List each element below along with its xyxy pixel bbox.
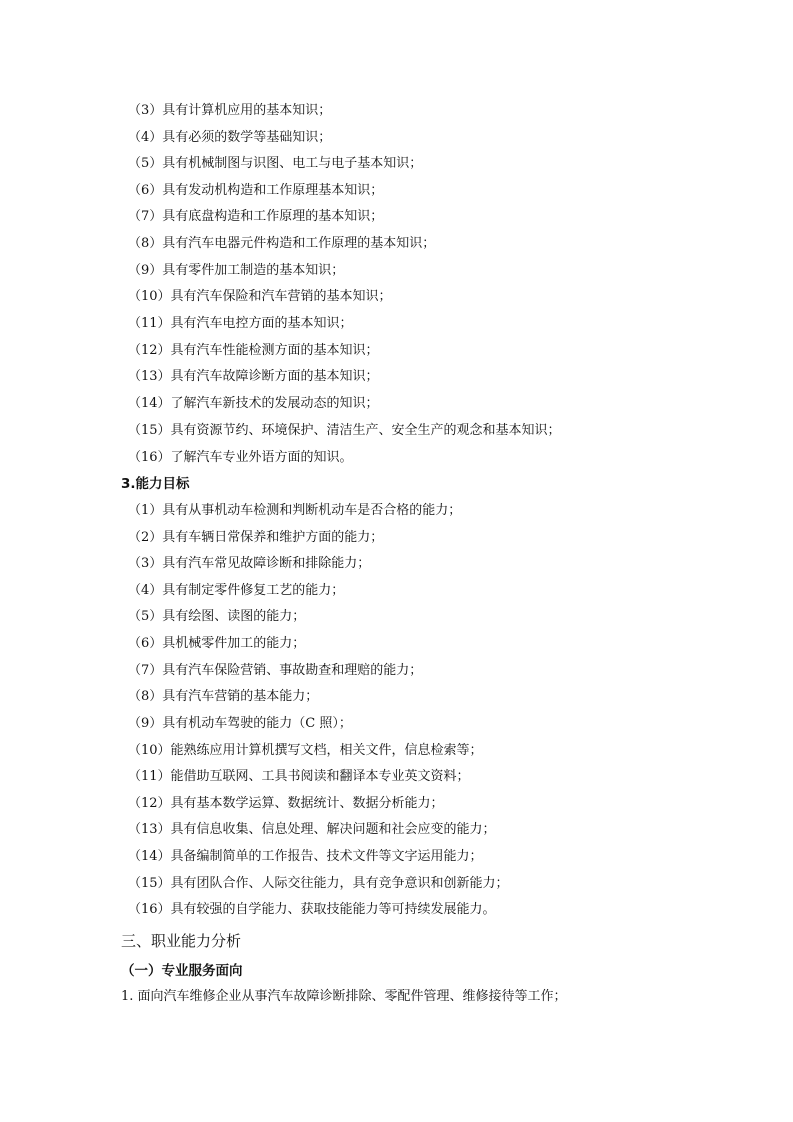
list-item: （9）具有机动车驾驶的能力（C 照）； <box>128 716 352 731</box>
list-item: （1）具有从事机动车检测和判断机动车是否合格的能力； <box>128 503 462 518</box>
list-item: （13）具有汽车故障诊断方面的基本知识； <box>128 369 379 384</box>
list-item: （12）具有基本数学运算、数据统计、数据分析能力； <box>128 796 444 811</box>
list-item: （16）具有较强的自学能力、获取技能能力等可持续发展能力。 <box>128 902 496 917</box>
list-item: （10）能熟练应用计算机撰写文档，相关文件，信息检索等； <box>128 743 483 758</box>
list-item: （10）具有汽车保险和汽车营销的基本知识； <box>128 289 392 304</box>
list-item: （2）具有车辆日常保养和维护方面的能力； <box>128 530 384 545</box>
list-item: （8）具有汽车电器元件构造和工作原理的基本知识； <box>128 236 436 251</box>
ability-heading: 3.能力目标 <box>121 476 190 492</box>
list-item: （11）具有汽车电控方面的基本知识； <box>128 316 353 331</box>
list-item: （3）具有计算机应用的基本知识； <box>128 103 332 118</box>
list-item: （11）能借助互联网、工具书阅读和翻译本专业英文资料； <box>128 769 470 784</box>
list-item: （5）具有绘图、读图的能力； <box>128 609 306 624</box>
list-item: （15）具有资源节约、环境保护、清洁生产、安全生产的观念和基本知识； <box>128 423 561 438</box>
list-item: （6）具机械零件加工的能力； <box>128 636 306 651</box>
list-item: （14）了解汽车新技术的发展动态的知识； <box>128 396 379 411</box>
list-item: （8）具有汽车营销的基本能力； <box>128 689 319 704</box>
list-item: （16）了解汽车专业外语方面的知识。 <box>128 450 353 465</box>
section-heading: 三、职业能力分析 <box>121 932 242 950</box>
list-item: （4）具有制定零件修复工艺的能力； <box>128 583 345 598</box>
subsection-heading: （一）专业服务面向 <box>121 963 243 979</box>
list-item: （15）具有团队合作、人际交往能力，具有竞争意识和创新能力； <box>128 876 509 891</box>
list-item: （9）具有零件加工制造的基本知识； <box>128 263 345 278</box>
list-item: （7）具有底盘构造和工作原理的基本知识； <box>128 209 384 224</box>
list-item: （12）具有汽车性能检测方面的基本知识； <box>128 343 379 358</box>
service-line: 1. 面向汽车维修企业从事汽车故障诊断排除、零配件管理、维修接待等工作； <box>121 989 567 1004</box>
list-item: （6）具有发动机构造和工作原理基本知识； <box>128 183 384 198</box>
list-item: （5）具有机械制图与识图、电工与电子基本知识； <box>128 156 423 171</box>
list-item: （4）具有必须的数学等基础知识； <box>128 130 332 145</box>
list-item: （14）具备编制简单的工作报告、技术文件等文字运用能力； <box>128 849 483 864</box>
list-item: （3）具有汽车常见故障诊断和排除能力； <box>128 556 371 571</box>
list-item: （13）具有信息收集、信息处理、解决问题和社会应变的能力； <box>128 822 496 837</box>
list-item: （7）具有汽车保险营销、事故勘查和理赔的能力； <box>128 663 423 678</box>
